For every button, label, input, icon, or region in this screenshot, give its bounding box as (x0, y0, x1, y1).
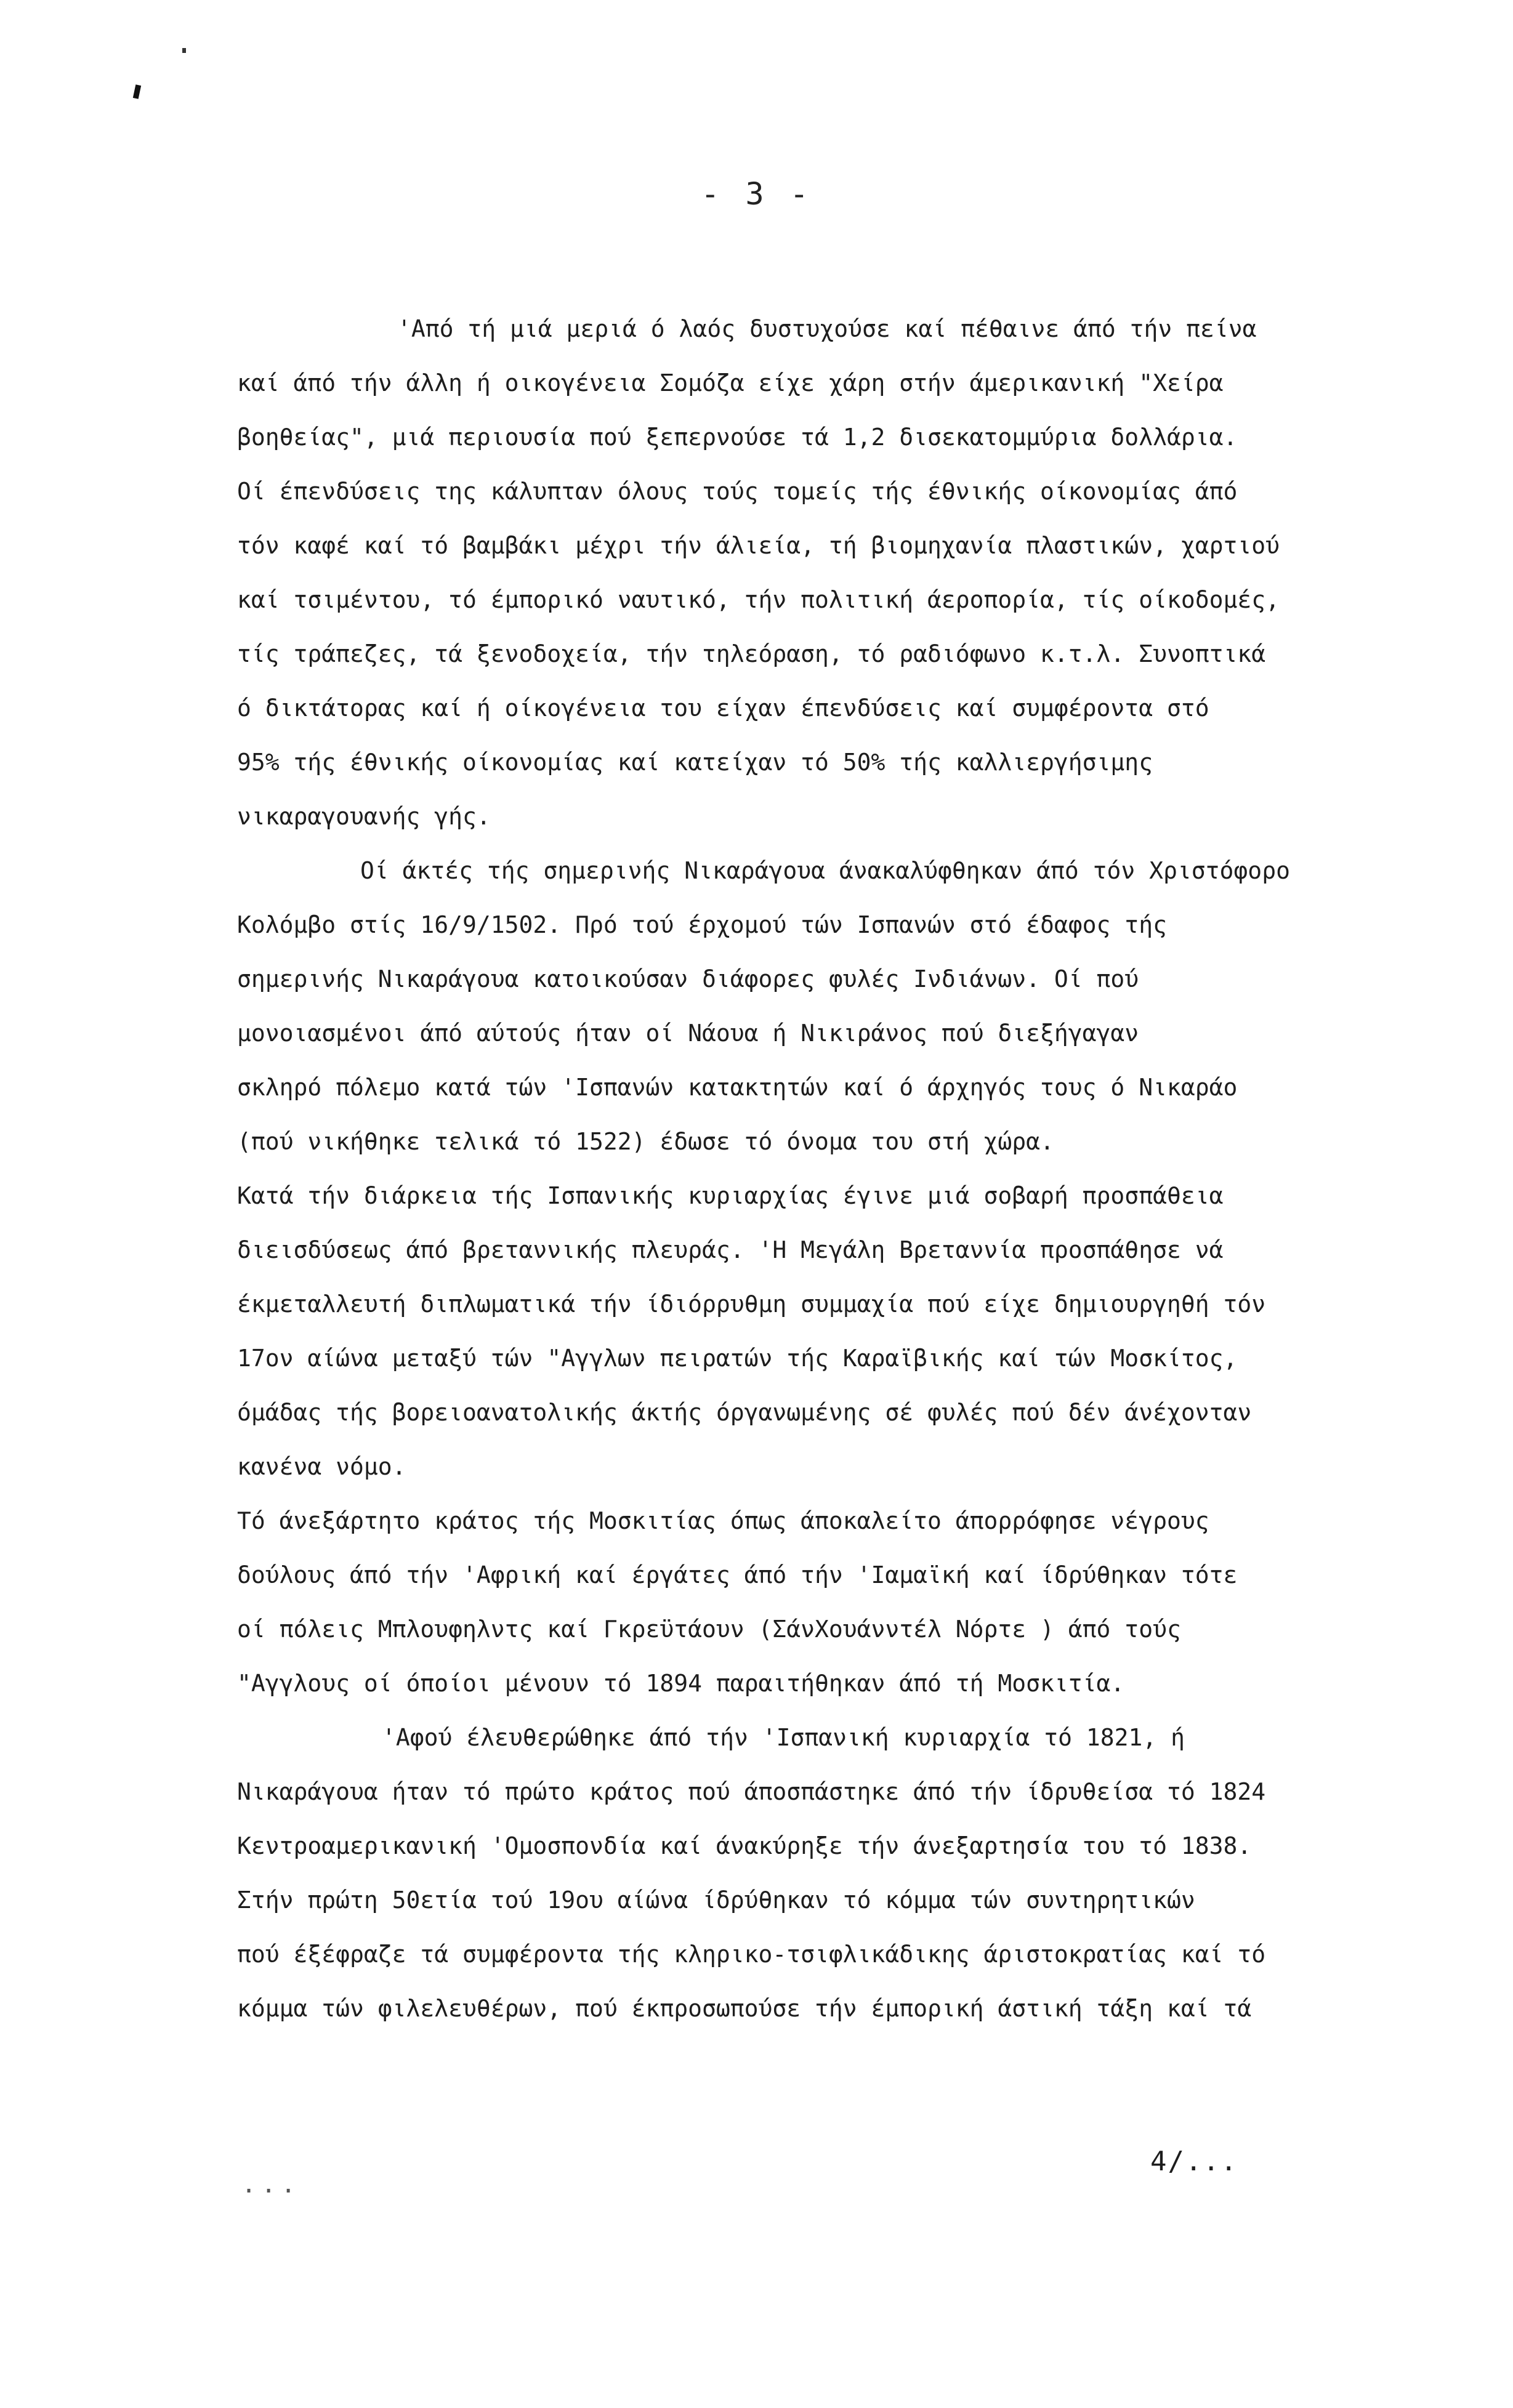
text-line: καί τσιμέντου, τό έμπορικό ναυτικό, τήν πολιτική άεροπορία, τίς οίκοδομές, (237, 586, 1280, 613)
text-line: Νικαράγουα ήταν τό πρώτο κράτος πού άποσπάστηκε άπό τήν ίδρυθείσα τό 1824 (237, 1778, 1266, 1805)
text-line: πού έξέφραζε τά συμφέροντα τής κληρικο-τσιφλικάδικης άριστοκρατίας καί τό (237, 1941, 1266, 1968)
text-line: Τό άνεξάρτητο κράτος τής Μοσκιτίας όπως άποκαλείτο άπορρόφησε νέγρους (237, 1507, 1209, 1534)
text-line: 'Από τή μιά μεριά ό λαός δυστυχούσε καί πέθαινε άπό τήν πείνα (397, 315, 1257, 342)
punch-mark (133, 84, 141, 99)
text-line: τόν καφέ καί τό βαμβάκι μέχρι τήν άλιεία, τή βιομηχανία πλαστικών, χαρτιού (237, 532, 1280, 559)
body-text (237, 302, 1456, 2036)
text-line: (πού νικήθηκε τελικά τό 1522) έδωσε τό όνομα του στή χώρα. (237, 1128, 1054, 1155)
text-line: καί άπό τήν άλλη ή οικογένεια Σομόζα είχε χάρη στήν άμερικανική "Χείρα (237, 369, 1224, 397)
footer-ellipsis: ... (241, 2170, 301, 2199)
text-line: Κατά τήν διάρκεια τής Ισπανικής κυριαρχίας έγινε μιά σοβαρή προσπάθεια (237, 1182, 1224, 1209)
text-line: Οί έπενδύσεις της κάλυπταν όλους τούς τομείς τής έθνικής οίκονομίας άπό (237, 478, 1238, 505)
text-line: έκμεταλλευτή διπλωματικά τήν ίδιόρρυθμη συμμαχία πού είχε δημιουργηθή τόν (237, 1291, 1266, 1318)
text-line: κόμμα τών φιλελευθέρων, πού έκπροσωπούσε τήν έμπορική άστική τάξη καί τά (237, 1995, 1252, 2022)
text-line: σημερινής Νικαράγουα κατοικούσαν διάφορες φυλές Ινδιάνων. Οί πού (237, 965, 1139, 993)
ink-speck (182, 48, 186, 53)
text-line: Οί άκτές τής σημερινής Νικαράγουα άνακαλύφθηκαν άπό τόν Χριστόφορο (360, 857, 1290, 884)
text-line: όμάδας τής βορειοανατολικής άκτής όργανωμένης σέ φυλές πού δέν άνέχονταν (237, 1399, 1252, 1426)
text-line: τίς τράπεζες, τά ξενοδοχεία, τήν τηλεόραση, τό ραδιόφωνο κ.τ.λ. Συνοπτικά (237, 640, 1266, 667)
text-line: σκληρό πόλεμο κατά τών 'Ισπανών κατακτητών καί ό άρχηγός τους ό Νικαράο (237, 1074, 1238, 1101)
text-line: μονοιασμένοι άπό αύτούς ήταν οί Νάουα ή Νικιράνος πού διεξήγαγαν (237, 1020, 1139, 1047)
text-line: κανένα νόμο. (237, 1453, 406, 1480)
text-line: 17ον αίώνα μεταξύ τών "Αγγλων πειρατών τής Καραϊβικής καί τών Μοσκίτος, (237, 1345, 1238, 1372)
text-line: Κεντροαμερικανική 'Ομοσπονδία καί άνακύρηξε τήν άνεξαρτησία του τό 1838. (237, 1832, 1252, 1859)
text-line: ό δικτάτορας καί ή οίκογένεια του είχαν έπενδύσεις καί συμφέροντα στό (237, 695, 1209, 722)
text-line: "Αγγλους οί όποίοι μένουν τό 1894 παραιτήθηκαν άπό τή Μοσκιτία. (237, 1670, 1125, 1697)
text-line: διεισδύσεως άπό βρεταννικής πλευράς. 'Η Μεγάλη Βρεταννία προσπάθησε νά (237, 1236, 1224, 1263)
continuation-marker: 4/... (1150, 2146, 1238, 2177)
text-line: Στήν πρώτη 50ετία τού 19ου αίώνα ίδρύθηκαν τό κόμμα τών συντηρητικών (237, 1887, 1195, 1914)
text-line: δούλους άπό τήν 'Αφρική καί έργάτες άπό τήν 'Ιαμαϊκή καί ίδρύθηκαν τότε (237, 1561, 1238, 1589)
text-line: νικαραγουανής γής. (237, 803, 491, 830)
text-line: Κολόμβο στίς 16/9/1502. Πρό τού έρχομού τών Ισπανών στό έδαφος τής (237, 911, 1167, 938)
text-line: οί πόλεις Μπλουφηλντς καί Γκρεϋτάουν (ΣάνΧουάνντέλ Νόρτε ) άπό τούς (237, 1616, 1181, 1643)
text-line: βοηθείας", μιά περιουσία πού ξεπερνούσε τά 1,2 δισεκατομμύρια δολλάρια. (237, 424, 1238, 451)
page-number: - 3 - (701, 176, 812, 212)
text-line: 95% τής έθνικής οίκονομίας καί κατείχαν τό 50% τής καλλιεργήσιμης (237, 749, 1153, 776)
text-line: 'Αφού έλευθερώθηκε άπό τήν 'Ισπανική κυριαρχία τό 1821, ή (382, 1724, 1185, 1751)
